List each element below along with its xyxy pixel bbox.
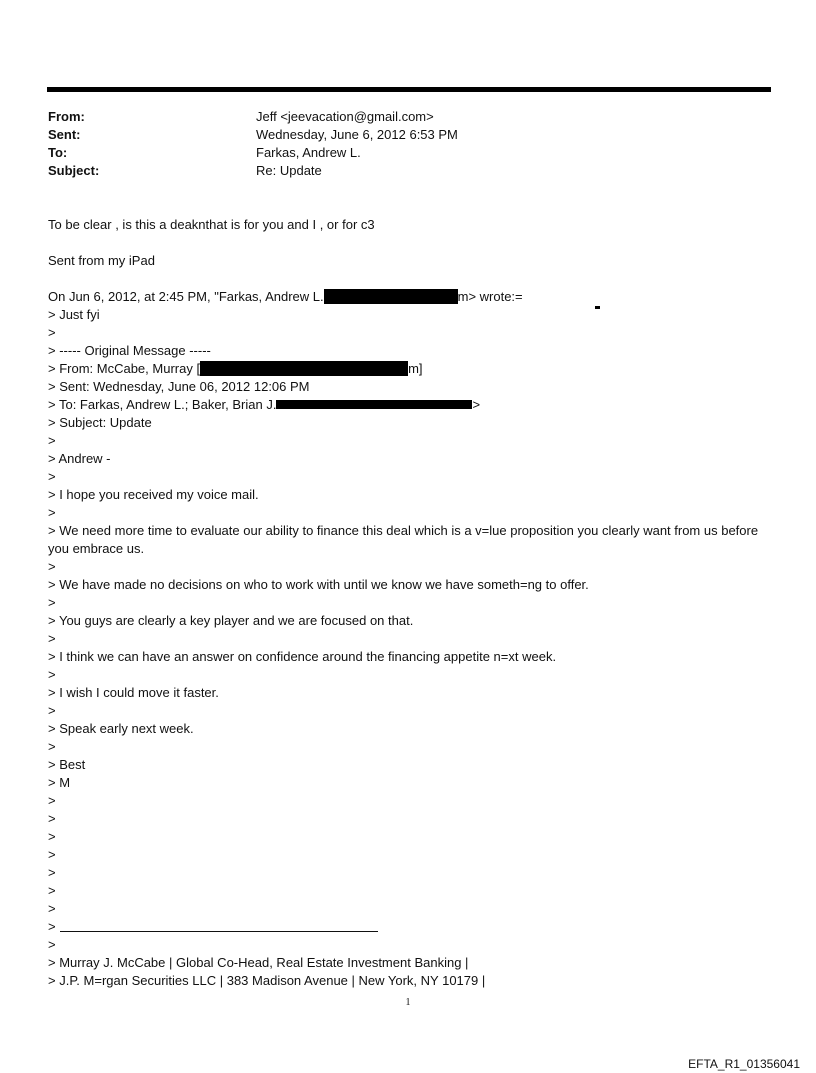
quoted-line: > xyxy=(48,667,56,682)
body-line-sent-from: Sent from my iPad xyxy=(48,253,155,268)
from-row xyxy=(48,108,458,126)
subject-label: Subject: xyxy=(48,163,100,178)
on-wrote-prefix: On Jun 6, 2012, at 2:45 PM, "Farkas, Andrew L. xyxy=(48,289,324,304)
quoted-line: > xyxy=(48,883,56,898)
quoted-line: > Andrew - xyxy=(48,451,111,466)
quoted-line: > Best xyxy=(48,757,86,772)
quoted-line: > xyxy=(48,847,56,862)
quoted-line: > Subject: Update xyxy=(48,415,152,430)
signature-rule-line xyxy=(48,918,378,936)
quoted-line: > I hope you received my voice mail. xyxy=(48,487,259,502)
sent-value: Wednesday, June 6, 2012 6:53 PM xyxy=(256,127,458,142)
on-wrote-suffix: m> wrote:= xyxy=(457,289,523,304)
quoted-paragraph: > We need more time to evaluate our ability to finance this deal which is a v=lue proposition you clearly want from us before you embrace us. xyxy=(48,523,759,556)
to-value: Farkas, Andrew L. xyxy=(256,145,361,160)
subject-row xyxy=(48,162,458,180)
quoted-line: > xyxy=(48,631,56,646)
quoted-line: > xyxy=(48,469,56,484)
quoted-line: > xyxy=(48,559,56,574)
quoted-line: > Just fyi xyxy=(48,307,100,322)
redaction-block xyxy=(200,361,408,376)
signature-rule-prefix: > xyxy=(48,919,56,934)
quoted-from-line xyxy=(48,360,423,378)
quoted-line: > xyxy=(48,325,56,340)
sent-row xyxy=(48,126,458,144)
email-header xyxy=(48,108,458,180)
quoted-to-suffix: > xyxy=(472,397,481,412)
quoted-line: > xyxy=(48,811,56,826)
quoted-line: > I wish I could move it faster. xyxy=(48,685,219,700)
stray-mark xyxy=(595,306,600,309)
document-id: EFTA_R1_01356041 xyxy=(688,1057,800,1071)
quoted-line: > xyxy=(48,433,56,448)
body-line-clear: To be clear , is this a deaknthat is for you and I , or for c3 xyxy=(48,217,375,232)
subject-value: Re: Update xyxy=(256,163,322,178)
quoted-to-prefix: > To: Farkas, Andrew L.; Baker, Brian J. xyxy=(48,397,277,412)
to-label: To: xyxy=(48,145,68,160)
quoted-line: > xyxy=(48,901,56,916)
quoted-line: > xyxy=(48,937,56,952)
from-value: Jeff <jeevacation@gmail.com> xyxy=(256,109,434,124)
from-label: From: xyxy=(48,109,85,124)
quoted-line: > xyxy=(48,739,56,754)
quoted-line: > xyxy=(48,793,56,808)
quoted-line: > xyxy=(48,865,56,880)
quoted-line: > Sent: Wednesday, June 06, 2012 12:06 PM xyxy=(48,379,310,394)
redaction-block xyxy=(324,289,458,304)
quoted-line: > Speak early next week. xyxy=(48,721,194,736)
quoted-line: > I think we can have an answer on confidence around the financing appetite n=xt week. xyxy=(48,649,557,664)
quoted-line: > ----- Original Message ----- xyxy=(48,343,211,358)
page-number: 1 xyxy=(405,997,411,1008)
quoted-line: > M xyxy=(48,775,71,790)
quoted-line: > You guys are clearly a key player and we are focused on that. xyxy=(48,613,414,628)
quoted-line: > xyxy=(48,829,56,844)
quoted-line: > xyxy=(48,595,56,610)
signature-rule xyxy=(60,918,378,932)
signature-line: > J.P. M=rgan Securities LLC | 383 Madison Avenue | New York, NY 10179 | xyxy=(48,973,486,988)
quoted-line: > xyxy=(48,505,56,520)
signature-line: > Murray J. McCabe | Global Co-Head, Real Estate Investment Banking | xyxy=(48,955,469,970)
redaction-block xyxy=(276,400,472,409)
quoted-to-line xyxy=(48,396,480,414)
to-row xyxy=(48,144,458,162)
top-divider xyxy=(47,87,771,92)
sent-label: Sent: xyxy=(48,127,81,142)
quoted-line: > xyxy=(48,703,56,718)
quoted-from-prefix: > From: McCabe, Murray [ xyxy=(48,361,201,376)
quoted-line: > We have made no decisions on who to work with until we know we have someth=ng to offer. xyxy=(48,577,589,592)
quoted-from-suffix: m] xyxy=(408,361,423,376)
body-line-on-wrote xyxy=(48,288,523,306)
